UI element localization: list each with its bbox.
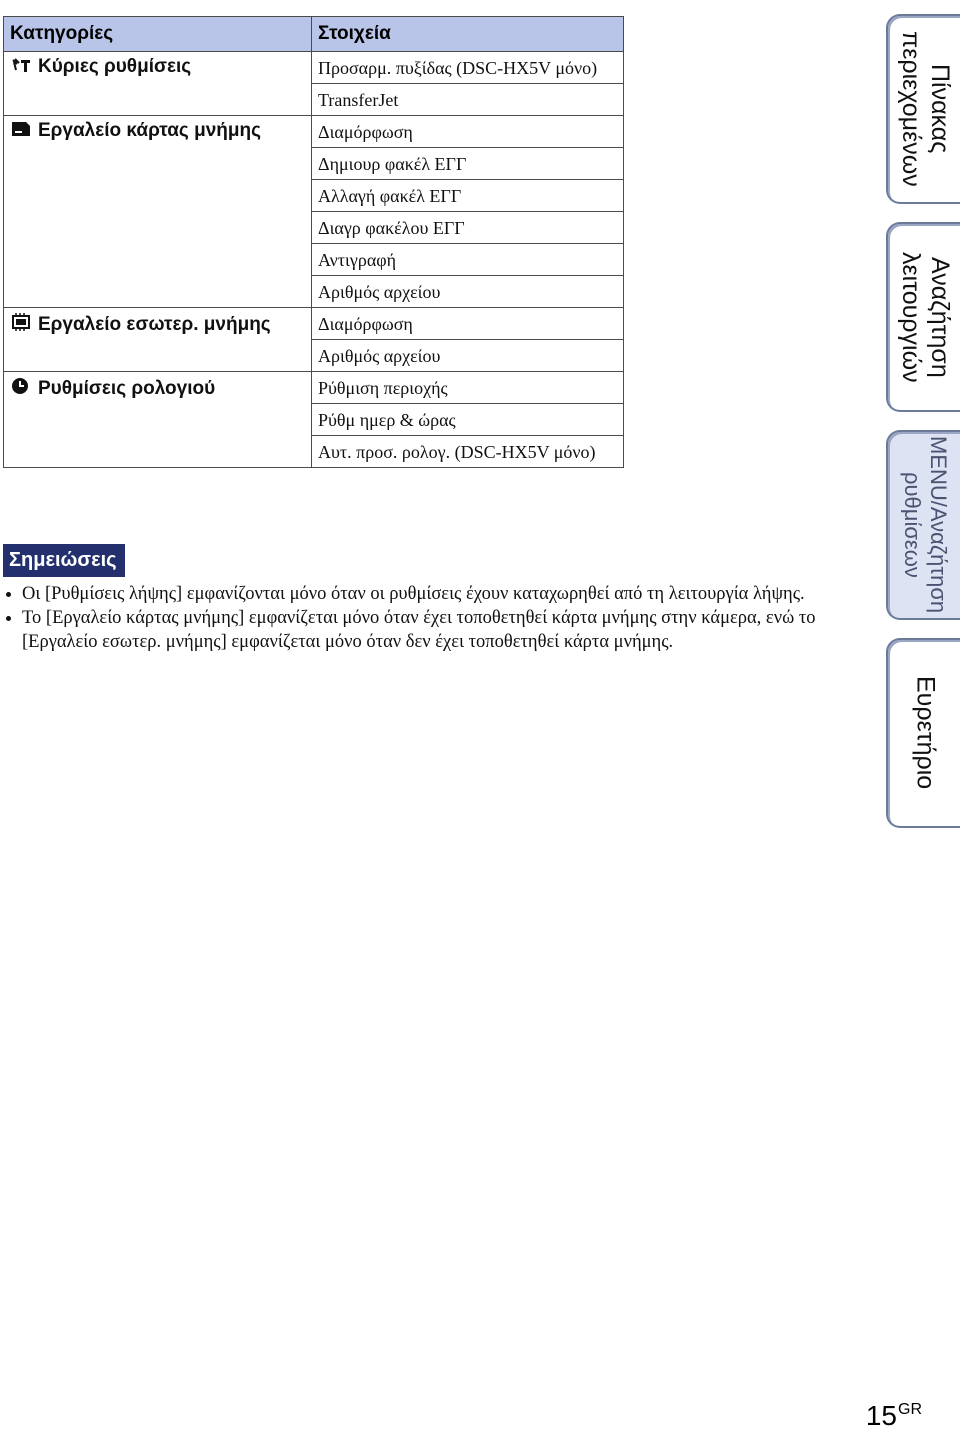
item-cell: Αριθμός αρχείου bbox=[312, 340, 624, 372]
tab-label: MENU/Αναζήτηση ρυθμίσεων bbox=[900, 436, 951, 614]
category-label: Εργαλείο εσωτερ. μνήμης bbox=[38, 314, 271, 335]
category-label: Ρυθμίσεις ρολογιού bbox=[38, 378, 216, 399]
table-row bbox=[4, 436, 624, 468]
category-cell bbox=[4, 52, 312, 84]
tab-table-of-contents[interactable] bbox=[886, 14, 960, 204]
category-cell-empty bbox=[4, 212, 312, 244]
item-cell: Ρύθμιση περιοχής bbox=[312, 372, 624, 404]
clock-icon bbox=[10, 376, 32, 402]
page-number bbox=[866, 1400, 922, 1432]
table-row bbox=[4, 372, 624, 404]
category-cell-empty bbox=[4, 404, 312, 436]
item-cell: Αριθμός αρχείου bbox=[312, 276, 624, 308]
table-row bbox=[4, 404, 624, 436]
table-row bbox=[4, 52, 624, 84]
page-number-suffix: GR bbox=[898, 1401, 922, 1418]
category-cell bbox=[4, 116, 312, 148]
table-row bbox=[4, 276, 624, 308]
table-row bbox=[4, 84, 624, 116]
header-items: Στοιχεία bbox=[312, 17, 624, 52]
item-cell: Ρύθμ ημερ & ώρας bbox=[312, 404, 624, 436]
wrench-icon bbox=[10, 56, 32, 80]
category-cell-empty bbox=[4, 340, 312, 372]
item-cell: Δημιουρ φακέλ ΕΓΓ bbox=[312, 148, 624, 180]
tab-menu-settings-search[interactable] bbox=[886, 430, 960, 620]
tab-label: Ευρετήριο bbox=[911, 676, 940, 790]
table-header-row bbox=[4, 17, 624, 52]
tab-label: Αναζήτηση λειτουργιών bbox=[897, 251, 954, 383]
tab-index[interactable] bbox=[886, 638, 960, 828]
category-label: Εργαλείο κάρτας μνήμης bbox=[38, 120, 261, 141]
note-item: Το [Εργαλείο κάρτας μνήμης] εμφανίζεται μόνο όταν έχει τοποθετηθεί κάρτα μνήμης στην κάμερα, ενώ το [Εργαλείο εσωτερ. μνήμης] εμφανίζεται μόνο όταν δεν έχει τοποθετηθεί κάρτα μνήμης. bbox=[6, 606, 856, 654]
header-categories: Κατηγορίες bbox=[4, 17, 312, 52]
category-cell bbox=[4, 372, 312, 404]
item-cell: Διαμόρφωση bbox=[312, 116, 624, 148]
settings-table bbox=[3, 16, 624, 468]
memory-card-icon bbox=[10, 120, 32, 144]
table-row bbox=[4, 180, 624, 212]
page-number-value: 15 bbox=[865, 1400, 897, 1431]
table-row bbox=[4, 244, 624, 276]
category-cell-empty bbox=[4, 244, 312, 276]
category-label: Κύριες ρυθμίσεις bbox=[38, 56, 192, 77]
item-cell: Διαμόρφωση bbox=[312, 308, 624, 340]
tab-function-search[interactable] bbox=[886, 222, 960, 412]
category-cell-empty bbox=[4, 148, 312, 180]
item-cell: TransferJet bbox=[312, 84, 624, 116]
item-cell: Αντιγραφή bbox=[312, 244, 624, 276]
note-item: Οι [Ρυθμίσεις λήψης] εμφανίζονται μόνο όταν οι ρυθμίσεις έχουν καταχωρηθεί από τη λειτουργία λήψης. bbox=[6, 582, 856, 606]
item-cell: Προσαρμ. πυξίδας (DSC-HX5V μόνο) bbox=[312, 52, 624, 84]
table-row bbox=[4, 340, 624, 372]
category-cell-empty bbox=[4, 180, 312, 212]
table-row bbox=[4, 212, 624, 244]
notes-heading: Σημειώσεις bbox=[3, 544, 125, 577]
category-cell-empty bbox=[4, 436, 312, 468]
item-cell: Αυτ. προσ. ρολογ. (DSC-HX5V μόνο) bbox=[312, 436, 624, 468]
category-cell-empty bbox=[4, 276, 312, 308]
table-row bbox=[4, 148, 624, 180]
tab-label: Πίνακας περιεχομένων bbox=[897, 31, 954, 187]
table-row bbox=[4, 308, 624, 340]
item-cell: Αλλαγή φακέλ ΕΓΓ bbox=[312, 180, 624, 212]
settings-table-rows bbox=[4, 52, 624, 468]
table-row bbox=[4, 116, 624, 148]
category-cell-empty bbox=[4, 84, 312, 116]
item-cell: Διαγρ φακέλου ΕΓΓ bbox=[312, 212, 624, 244]
notes-list bbox=[6, 582, 856, 654]
internal-memory-icon bbox=[10, 312, 32, 338]
category-cell bbox=[4, 308, 312, 340]
